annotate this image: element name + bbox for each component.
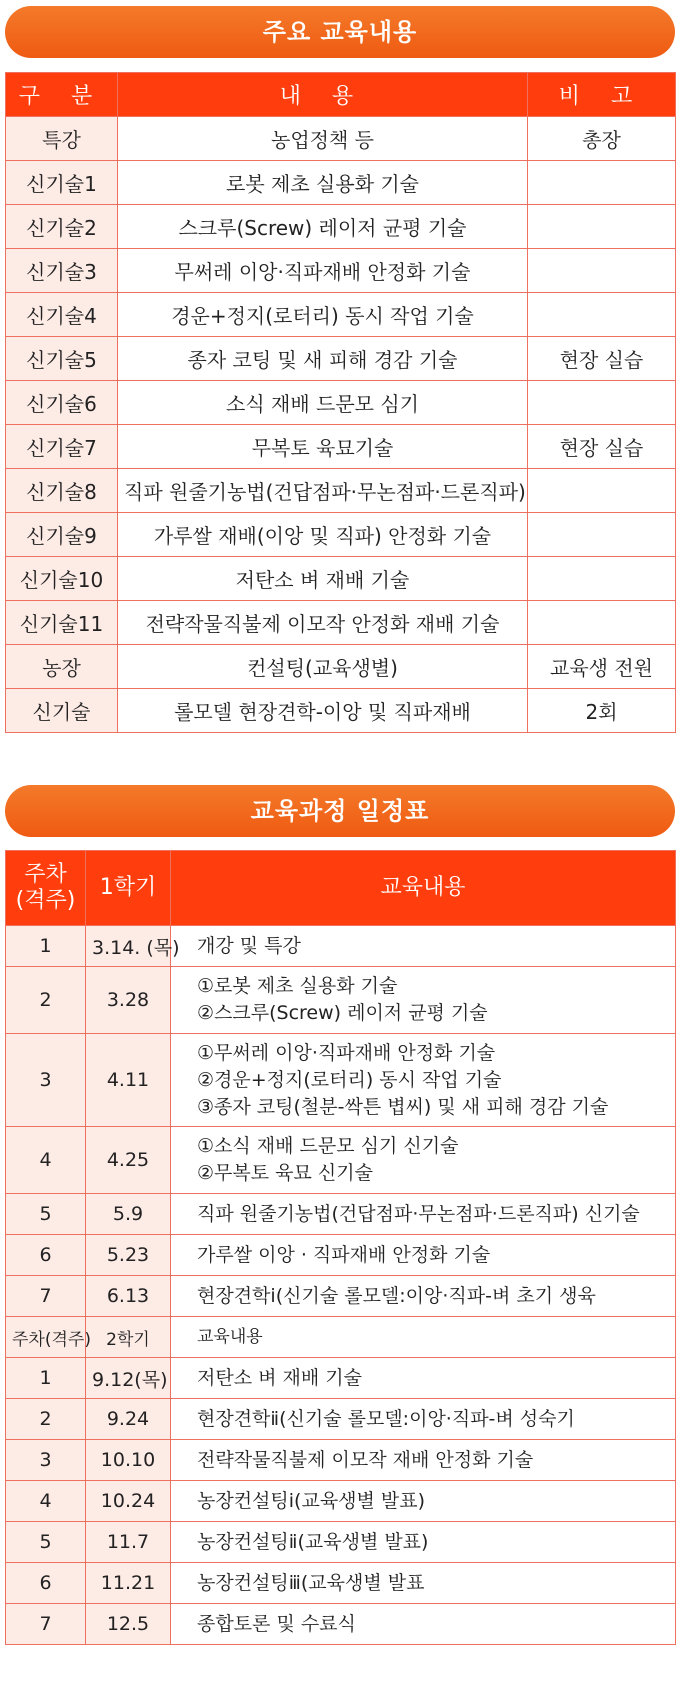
row-category: 신기술1 — [6, 161, 118, 205]
term2-subheader-row — [6, 1317, 676, 1358]
row-note — [528, 469, 676, 513]
row-category: 신기술10 — [6, 557, 118, 601]
schedule-row — [6, 1276, 676, 1317]
row-schedule-content — [171, 1194, 676, 1235]
schedule-row — [6, 1034, 676, 1127]
content-line: 종합토론 및 수료식 — [197, 1612, 356, 1635]
row-date: 10.10 — [86, 1440, 171, 1481]
schedule-header-row — [6, 851, 676, 926]
row-date: 11.21 — [86, 1563, 171, 1604]
schedule-row — [6, 1194, 676, 1235]
row-category: 신기술6 — [6, 381, 118, 425]
row-content: 가루쌀 재배(이앙 및 직파) 안정화 기술 — [118, 513, 528, 557]
row-note: 2회 — [528, 689, 676, 733]
row-content: 로봇 제초 실용화 기술 — [118, 161, 528, 205]
row-date: 9.24 — [86, 1399, 171, 1440]
schedule-row — [6, 1604, 676, 1645]
row-category: 신기술8 — [6, 469, 118, 513]
row-date: 4.11 — [86, 1034, 171, 1127]
section-title-main-content: 주요 교육내용 — [5, 6, 675, 58]
content-line: 가루쌀 이앙 · 직파재배 안정화 기술 — [197, 1243, 491, 1266]
content-line: 전략작물직불제 이모작 재배 안정화 기술 — [197, 1448, 534, 1471]
row-week: 7 — [6, 1276, 86, 1317]
subheader-week: 주차(격주) — [6, 1317, 86, 1358]
row-date: 9.12(목) — [86, 1358, 171, 1399]
row-category: 신기술11 — [6, 601, 118, 645]
row-note: 현장 실습 — [528, 337, 676, 381]
table-row — [6, 425, 676, 469]
header-week-line1: 주차 — [24, 862, 67, 887]
subheader-term: 2학기 — [86, 1317, 171, 1358]
row-schedule-content — [171, 1034, 676, 1127]
row-category: 특강 — [6, 117, 118, 161]
section-title-schedule: 교육과정 일정표 — [5, 785, 675, 837]
schedule-table — [5, 850, 676, 1645]
row-schedule-content — [171, 1481, 676, 1522]
content-line: ③종자 코팅(철분-싹튼 볍씨) 및 새 피해 경감 기술 — [197, 1095, 609, 1118]
row-week: 2 — [6, 1399, 86, 1440]
row-week: 5 — [6, 1522, 86, 1563]
schedule-row — [6, 1563, 676, 1604]
schedule-row — [6, 1235, 676, 1276]
table-row — [6, 337, 676, 381]
row-note — [528, 161, 676, 205]
row-note: 총장 — [528, 117, 676, 161]
row-date: 4.25 — [86, 1127, 171, 1194]
row-category: 신기술 — [6, 689, 118, 733]
row-schedule-content — [171, 1563, 676, 1604]
row-note — [528, 601, 676, 645]
row-date: 5.9 — [86, 1194, 171, 1235]
row-content: 소식 재배 드문모 심기 — [118, 381, 528, 425]
content-line: 농장컨설팅ⅱ(교육생별 발표) — [197, 1530, 429, 1553]
row-week: 5 — [6, 1194, 86, 1235]
row-week: 3 — [6, 1440, 86, 1481]
schedule-row — [6, 967, 676, 1034]
row-date: 3.14. (목) — [86, 926, 171, 967]
row-content: 농업정책 등 — [118, 117, 528, 161]
row-note — [528, 381, 676, 425]
content-line: 농장컨설팅ⅰ(교육생별 발표) — [197, 1489, 426, 1512]
row-content: 전략작물직불제 이모작 안정화 재배 기술 — [118, 601, 528, 645]
header-content: 내 용 — [118, 73, 528, 117]
row-schedule-content — [171, 926, 676, 967]
row-note: 현장 실습 — [528, 425, 676, 469]
row-content: 롤모델 현장견학-이앙 및 직파재배 — [118, 689, 528, 733]
row-week: 4 — [6, 1481, 86, 1522]
schedule-row — [6, 1127, 676, 1194]
schedule-row — [6, 1440, 676, 1481]
row-category: 농장 — [6, 645, 118, 689]
row-note — [528, 293, 676, 337]
header-category: 구 분 — [6, 73, 118, 117]
row-content: 컨설팅(교육생별) — [118, 645, 528, 689]
header-week-line2: (격주) — [15, 888, 76, 913]
row-note — [528, 249, 676, 293]
row-category: 신기술5 — [6, 337, 118, 381]
content-line: ②무복토 육묘 신기술 — [197, 1162, 373, 1184]
row-category: 신기술3 — [6, 249, 118, 293]
row-note — [528, 513, 676, 557]
row-content: 무복토 육묘기술 — [118, 425, 528, 469]
row-date: 5.23 — [86, 1235, 171, 1276]
schedule-row — [6, 1399, 676, 1440]
row-date: 3.28 — [86, 967, 171, 1034]
row-week: 1 — [6, 926, 86, 967]
row-schedule-content — [171, 1235, 676, 1276]
row-week: 3 — [6, 1034, 86, 1127]
table-row — [6, 293, 676, 337]
row-week: 7 — [6, 1604, 86, 1645]
header-term1: 1학기 — [86, 851, 171, 926]
content-line: 현장견학ⅰ(신기술 롤모델:이앙·직파-벼 초기 생육 — [197, 1284, 596, 1307]
table-row — [6, 645, 676, 689]
row-category: 신기술7 — [6, 425, 118, 469]
content-line: ②경운+정지(로터리) 동시 작업 기술 — [197, 1068, 502, 1091]
table-header-row — [6, 73, 676, 117]
content-line: ①소식 재배 드문모 심기 신기술 — [197, 1135, 459, 1157]
row-note: 교육생 전원 — [528, 645, 676, 689]
row-schedule-content — [171, 967, 676, 1034]
header-week — [6, 851, 86, 926]
row-note — [528, 205, 676, 249]
row-schedule-content — [171, 1522, 676, 1563]
row-schedule-content — [171, 1127, 676, 1194]
row-category: 신기술2 — [6, 205, 118, 249]
content-line: 직파 원줄기농법(건답점파·무논점파·드론직파) 신기술 — [197, 1202, 640, 1225]
schedule-row — [6, 926, 676, 967]
row-week: 6 — [6, 1563, 86, 1604]
row-week: 2 — [6, 967, 86, 1034]
row-schedule-content — [171, 1399, 676, 1440]
row-schedule-content — [171, 1604, 676, 1645]
main-content-table — [5, 72, 676, 733]
row-date: 11.7 — [86, 1522, 171, 1563]
content-line: 현장견학ⅱ(신기술 롤모델:이앙·직파-벼 성숙기 — [197, 1407, 575, 1430]
row-date: 10.24 — [86, 1481, 171, 1522]
row-week: 4 — [6, 1127, 86, 1194]
content-line: ①로봇 제초 실용화 기술 — [197, 975, 398, 997]
table-row — [6, 513, 676, 557]
row-category: 신기술4 — [6, 293, 118, 337]
table-row — [6, 249, 676, 293]
content-line: ②스크루(Screw) 레이저 균평 기술 — [197, 1002, 488, 1024]
content-line: ①무써레 이앙·직파재배 안정화 기술 — [197, 1041, 496, 1064]
row-schedule-content — [171, 1440, 676, 1481]
table-row — [6, 205, 676, 249]
table-row — [6, 469, 676, 513]
row-content: 무써레 이앙·직파재배 안정화 기술 — [118, 249, 528, 293]
row-category: 신기술9 — [6, 513, 118, 557]
header-note: 비 고 — [528, 73, 676, 117]
table-row — [6, 601, 676, 645]
table-row — [6, 161, 676, 205]
row-date: 6.13 — [86, 1276, 171, 1317]
table-row — [6, 557, 676, 601]
table-row — [6, 689, 676, 733]
schedule-row — [6, 1358, 676, 1399]
table-row — [6, 381, 676, 425]
content-line: 저탄소 벼 재배 기술 — [197, 1366, 362, 1389]
schedule-row — [6, 1481, 676, 1522]
subheader-content: 교육내용 — [171, 1317, 676, 1358]
row-schedule-content — [171, 1358, 676, 1399]
row-content: 종자 코팅 및 새 피해 경감 기술 — [118, 337, 528, 381]
row-content: 저탄소 벼 재배 기술 — [118, 557, 528, 601]
row-schedule-content — [171, 1276, 676, 1317]
table-row — [6, 117, 676, 161]
row-week: 1 — [6, 1358, 86, 1399]
row-content: 직파 원줄기농법(건답점파·무논점파·드론직파) — [118, 469, 528, 513]
row-week: 6 — [6, 1235, 86, 1276]
schedule-row — [6, 1522, 676, 1563]
header-schedule-content: 교육내용 — [171, 851, 676, 926]
row-date: 12.5 — [86, 1604, 171, 1645]
content-line: 개강 및 특강 — [197, 934, 301, 957]
row-content: 경운+정지(로터리) 동시 작업 기술 — [118, 293, 528, 337]
row-note — [528, 557, 676, 601]
content-line: 농장컨설팅ⅲ(교육생별 발표 — [197, 1571, 425, 1594]
row-content: 스크루(Screw) 레이저 균평 기술 — [118, 205, 528, 249]
